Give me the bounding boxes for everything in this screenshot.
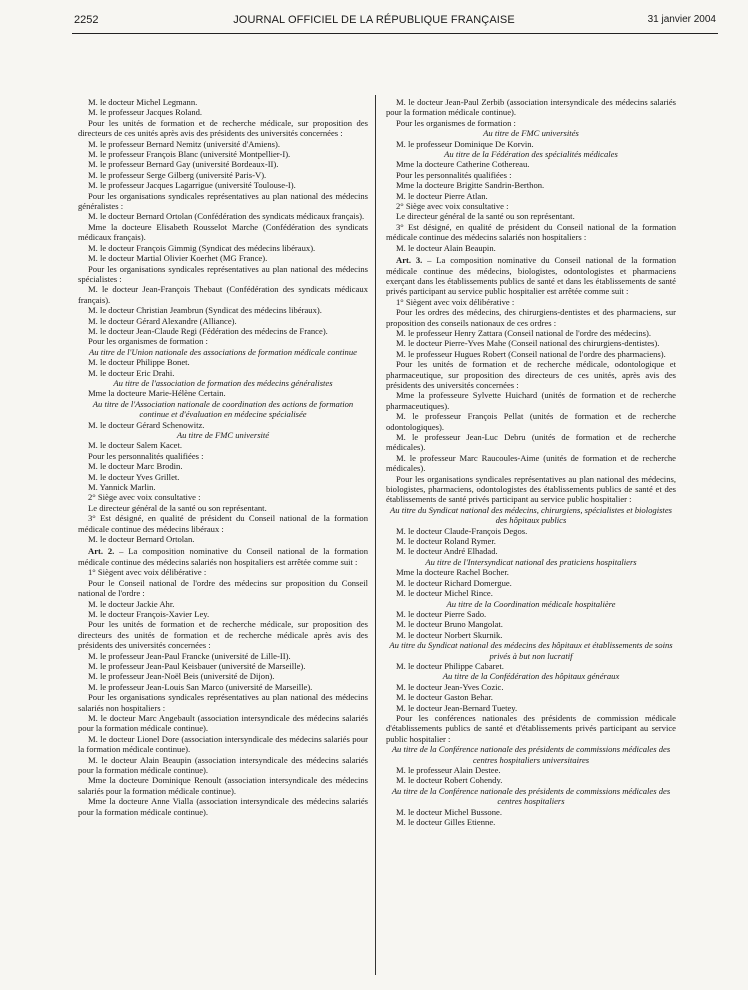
paragraph-text: Pour les unités de formation et de recherche médicale, odontologique et pharmaceutique, sur proposition des directeurs de ces unités, après avis des présidents des universités concernées : [386,359,676,390]
paragraph [386,692,676,702]
paragraph-text: M. le docteur Marc Angebault (association intersyndicale des médecins salariés pour la formation médicale continue). [78,712,368,734]
paragraph-text: Au titre de l'association de formation des médecins généralistes [113,377,333,388]
paragraph [386,222,676,243]
paragraph [78,118,368,139]
paragraph-text: M. le docteur Jackie Ahr. [88,598,175,609]
column-divider [375,95,376,975]
paragraph [386,453,676,474]
paragraph [78,357,368,367]
paragraph [386,97,676,118]
paragraph [78,609,368,619]
paragraph-text: Le directeur général de la santé ou son représentant. [88,502,267,513]
section-heading [386,671,676,681]
paragraph [386,411,676,432]
paragraph [78,682,368,692]
paragraph-text: Mme la docteure Catherine Cothereau. [396,159,530,170]
paragraph [78,107,368,117]
paragraph [386,243,676,253]
paragraph [78,191,368,212]
paragraph-text: Pour le Conseil national de l'ordre des médecins sur proposition du Conseil national de l'ordre : [78,577,368,599]
paragraph [386,775,676,785]
paragraph-text: M. le docteur Michel Bussone. [396,806,502,817]
paragraph-text: M. le docteur Bruno Mangolat. [396,619,503,630]
paragraph-text: Au titre de la Fédération des spécialités médicales [444,149,618,160]
paragraph-text: M. le docteur Claude-François Degos. [396,525,528,536]
paragraph [78,316,368,326]
paragraph-text: Pour les unités de formation et de recherche médicale, sur proposition des directeurs de ces unités après avis des présidents des universités concernées : [78,117,368,139]
paragraph [78,139,368,149]
paragraph-text: M. le docteur Jean-Yves Cozic. [396,681,504,692]
paragraph-text: M. le professeur Hugues Robert (Conseil national de l'ordre des pharmaciens). [396,348,666,359]
journal-title: JOURNAL OFFICIEL DE LA RÉPUBLIQUE FRANÇAISE [233,14,515,26]
paragraph [386,765,676,775]
paragraph-text: Mme la docteure Brigitte Sandrin-Berthon. [396,180,545,191]
paragraph-text: M. le docteur Philippe Cabaret. [396,660,504,671]
paragraph [386,191,676,201]
paragraph-text: M. le docteur Christian Jeambrun (Syndicat des médecins libéraux). [88,305,322,316]
paragraph-text: Mme la docteure Elisabeth Rousselot Marche (Confédération des syndicats médicaux français). [78,221,368,243]
paragraph-text: M. le professeur Jacques Roland. [88,107,203,118]
section-heading [386,599,676,609]
paragraph [78,451,368,461]
paragraph [386,139,676,149]
paragraph-text: Au titre de la Coordination médicale hospitalière [446,598,616,609]
paragraph [386,588,676,598]
paragraph-text: M. le professeur François Pellat (unités de formation et de recherche odontologiques). [386,411,676,432]
paragraph-text: Pour les organisations syndicales représentatives au plan national des médecins salariés non hospitaliers : [78,692,368,713]
paragraph-text: M. le professeur Henry Zattara (Conseil national de l'ordre des médecins). [396,327,651,338]
paragraph [78,534,368,544]
paragraph-text: Pour les ordres des médecins, des chirurgiens-dentistes et des pharmaciens, sur proposition des conseils nationaux de ces ordres : [386,307,676,328]
paragraph-text: Pour les personnalités qualifiées : [396,169,512,180]
paragraph-text: Pour les personnalités qualifiées : [88,450,204,461]
paragraph [386,536,676,546]
paragraph [78,619,368,650]
section-heading [386,786,676,807]
paragraph-text: M. le professeur Jean-Luc Debru (unités de formation et de recherche médicales). [386,432,676,453]
paragraph-text: M. le professeur Dominique De Korvin. [396,138,534,149]
paragraph-text: Le directeur général de la santé ou son représentant. [396,211,575,222]
paragraph-text: M. le professeur Jean-Paul Francke (université de Lille-II). [88,650,291,661]
article-paragraph [386,255,676,297]
paragraph-text: M. le professeur François Blanc (université Montpellier-I). [88,149,291,160]
paragraph [386,118,676,128]
paragraph [78,492,368,502]
paragraph-text: – La composition nominative du Conseil national de la formation médicale continue des médecins salariés non hospitaliers est arrêtée comme suit : [78,546,368,567]
paragraph-text: Au titre du Syndicat national des médecins des hôpitaux et établissements de soins privés à but non lucratif [389,640,673,661]
paragraph [386,630,676,640]
paragraph-text: M. le docteur Pierre Sado. [396,608,487,619]
paragraph-text: 2° Siège avec voix consultative : [88,492,201,503]
paragraph-text: M. le professeur Jean-Louis San Marco (université de Marseille). [88,681,313,692]
paragraph-text: 3° Est désigné, en qualité de président du Conseil national de la formation médicale continue des médecins salariés non hospitaliers : [386,221,676,243]
paragraph-text: M. le docteur Jean-Paul Zerbib (association intersyndicale des médecins salariés pour la formation médicale continue). [386,97,676,118]
paragraph [78,775,368,796]
paragraph [386,546,676,556]
paragraph-text: 2° Siège avec voix consultative : [396,201,509,212]
paragraph-text: M. le docteur Alain Beaupin. [396,242,496,253]
paragraph-text: M. le professeur Alain Destee. [396,765,501,775]
paragraph [386,201,676,211]
paragraph-text: M. le docteur Marc Brodin. [88,461,183,472]
section-heading [386,505,676,526]
paragraph [386,211,676,221]
paragraph [386,390,676,411]
section-heading [386,744,676,765]
paragraph-text: Au titre de l'Union nationale des associations de formation médicale continue [89,346,357,357]
paragraph [78,284,368,305]
section-heading [78,378,368,388]
section-heading [386,640,676,661]
paragraph-text: M. le docteur Michel Legmann. [88,97,198,107]
paragraph [386,526,676,536]
paragraph-text: M. le professeur Bernard Nemitz (université d'Amiens). [88,138,280,149]
paragraph-text: M. le docteur François-Xavier Ley. [88,608,210,619]
paragraph-text: Au titre de la Confédération des hôpitaux généraux [442,671,620,682]
paragraph [386,619,676,629]
paragraph [78,97,368,107]
article-number: Art. 2. [88,546,115,557]
paragraph-text: M. le docteur Pierre Atlan. [396,190,488,201]
paragraph-text: M. le professeur Serge Gilberg (université Paris-V). [88,169,267,180]
paragraph [386,170,676,180]
paragraph [78,222,368,243]
paragraph-text: Au titre de la Conférence nationale des présidents de commissions médicales des centres hospitaliers universitaires [391,744,671,765]
paragraph-text: Au titre du Syndicat national des médecins, chirurgiens, spécialistes et biologistes des hôpitaux publics [390,504,672,526]
paragraph [386,682,676,692]
paragraph [78,661,368,671]
page-header [0,8,748,32]
paragraph-text: Au titre de FMC université [176,430,270,440]
paragraph [78,440,368,450]
paragraph [386,661,676,671]
paragraph-text: Au titre de l'Intersyndicat national des praticiens hospitaliers [425,556,637,567]
paragraph-text: M. le professeur Jean-Paul Keisbauer (université de Marseille). [88,660,306,671]
paragraph [386,359,676,390]
section-heading [78,430,368,440]
paragraph [78,692,368,713]
paragraph [386,180,676,190]
paragraph-text: Pour les unités de formation et de recherche médicale, sur proposition des directeurs des unités de formation et de recherche médicale après avis des présidents des universités concernées : [78,619,368,651]
paragraph-text: M. le docteur Jean-Bernard Tuetey. [396,702,518,713]
paragraph [386,432,676,453]
paragraph-text: M. le docteur Bernard Ortolan. [88,534,195,545]
paragraph-text: M. le docteur André Elhadad. [396,546,498,557]
article-number: Art. 3. [396,255,423,266]
right-column [386,97,676,827]
issue-date: 31 janvier 2004 [647,14,716,25]
paragraph [386,349,676,359]
paragraph [78,420,368,430]
paragraph-text: 1° Siègent avec voix délibérative : [396,296,515,307]
paragraph-text: Au titre de l'Association nationale de coordination des actions de formation continue et d'évaluation en médecine spécialisée [92,398,354,420]
left-column [78,97,368,817]
paragraph-text: M. le docteur Gaston Behar. [396,692,493,703]
paragraph [78,755,368,776]
paragraph-text: M. le docteur Jean-Claude Regi (Fédération des médecins de France). [88,325,328,336]
paragraph-text: M. le docteur Salem Kacet. [88,440,183,451]
paragraph [78,796,368,817]
paragraph [78,482,368,492]
paragraph [386,817,676,827]
paragraph [78,159,368,169]
paragraph-text: M. le docteur Alain Beaupin (association intersyndicale des médecins salariés pour la formation médicale continue). [78,754,368,775]
paragraph [386,703,676,713]
paragraph [78,599,368,609]
paragraph-text: M. le docteur Philippe Bonet. [88,357,190,368]
paragraph-text: M. le docteur Lionel Dore (association intersyndicale des médecins salariés pour la formation médicale continue). [78,733,368,755]
paragraph-text: Pour les organisations syndicales représentatives au plan national des médecins spécialistes : [78,263,368,284]
paragraph [78,336,368,346]
paragraph [78,180,368,190]
paragraph-text: Mme la docteure Dominique Renoult (association intersyndicale des médecins salariés pour la formation médicale continue). [78,775,368,796]
paragraph-text: M. le docteur Gilles Etienne. [396,817,496,828]
paragraph-text: M. le professeur Marc Raucoules-Aime (unités de formation et de recherche médicales). [386,452,676,474]
paragraph-text: M. Yannick Marlin. [88,482,156,493]
paragraph-text: M. le docteur Jean-François Thebaut (Confédération des syndicats médicaux français). [78,284,368,305]
paragraph [386,338,676,348]
header-divider [72,33,718,34]
section-heading [78,347,368,357]
paragraph [386,807,676,817]
paragraph-text: M. le docteur Bernard Ortolan (Confédération des syndicats médicaux français). [88,211,365,222]
paragraph [78,713,368,734]
paragraph-text: M. le docteur Roland Rymer. [396,536,496,547]
paragraph-text: 3° Est désigné, en qualité de président du Conseil national de la formation médicale continue des médecins libéraux : [78,513,368,534]
paragraph-text: M. le professeur Jacques Lagarrigue (université Toulouse-I). [88,180,296,191]
paragraph-text: Pour les conférences nationales des présidents de commission médicale d'établissements publics de santé et d'établissements privés participant au service public hospitalier : [386,712,676,744]
paragraph-text: – La composition nominative du Conseil national de la formation médicale continue des médecins, biologistes, odontologistes et pharmaciens exerçant dans les établissements publics de santé et dans les établissements de santé privés participant au service public hospitalier est arrêtée comme suit : [386,255,676,297]
paragraph-text: Mme la professeure Sylvette Huichard (unités de formation et de recherche pharmaceutiques). [386,390,676,411]
paragraph-text: M. le docteur François Gimmig (Syndicat des médecins libéraux). [88,242,316,253]
paragraph [78,578,368,599]
paragraph-text: Mme la docteure Marie-Hélène Certain. [88,388,226,399]
article-paragraph [78,546,368,567]
paragraph [78,461,368,471]
paragraph-text: Pour les organismes de formation : [88,336,208,347]
paragraph-text: Mme la docteure Anne Vialla (association intersyndicale des médecins salariés pour la formation médicale continue). [78,796,368,817]
page-number: 2252 [74,14,99,26]
paragraph [386,307,676,328]
paragraph [78,734,368,755]
paragraph-text: Pour les organisations syndicales représentatives au plan national des médecins, biologistes, pharmaciens, odontologistes des établissements publics de santé et des établissements de santé privés participant au service public hospitalier : [386,473,676,505]
section-heading [78,399,368,420]
paragraph-text: M. le docteur Eric Drahi. [88,367,175,378]
paragraph-text: M. le docteur Richard Domergue. [396,577,512,588]
paragraph-text: Pour les organisations syndicales représentatives au plan national des médecins généralistes : [78,190,368,212]
paragraph [78,149,368,159]
paragraph-text: M. le docteur Michel Rince. [396,588,493,599]
paragraph [386,328,676,338]
paragraph [78,671,368,681]
paragraph [386,567,676,577]
paragraph [78,651,368,661]
paragraph [78,243,368,253]
paragraph [78,264,368,285]
section-heading [386,128,676,138]
paragraph [78,170,368,180]
paragraph-text: M. le professeur Jean-Noël Beis (université de Dijon). [88,671,275,682]
section-heading [386,149,676,159]
paragraph-text: M. le docteur Martial Olivier Koerhet (MG France). [88,253,268,264]
paragraph [78,211,368,221]
paragraph [78,388,368,398]
paragraph [386,609,676,619]
paragraph [386,474,676,505]
paragraph-text: Au titre de la Conférence nationale des présidents de commissions médicales des centres hospitaliers [391,785,671,807]
paragraph-text: Au titre de FMC universités [483,128,579,139]
section-heading [386,557,676,567]
paragraph-text: M. le docteur Yves Grillet. [88,471,180,482]
paragraph [78,253,368,263]
paragraph-text: M. le docteur Pierre-Yves Mahe (Conseil national des chirurgiens-dentistes). [396,338,660,349]
paragraph [78,305,368,315]
paragraph [78,326,368,336]
paragraph [386,713,676,744]
paragraph-text: M. le docteur Norbert Skurnik. [396,629,503,640]
paragraph [386,578,676,588]
paragraph-text: 1° Siègent avec voix délibérative : [88,567,207,578]
paragraph [386,297,676,307]
paragraph [78,368,368,378]
paragraph-text: M. le docteur Gérard Alexandre (Alliance). [88,315,237,326]
paragraph [78,567,368,577]
paragraph [386,159,676,169]
paragraph-text: M. le docteur Gérard Schenowitz. [88,419,205,430]
paragraph [78,513,368,534]
paragraph-text: Mme la docteure Rachel Bocher. [396,567,509,578]
paragraph-text: M. le professeur Bernard Gay (université Bordeaux-II). [88,159,279,170]
paragraph-text: Pour les organismes de formation : [396,117,516,128]
paragraph [78,503,368,513]
paragraph [78,472,368,482]
paragraph-text: M. le docteur Robert Cohendy. [396,775,503,786]
